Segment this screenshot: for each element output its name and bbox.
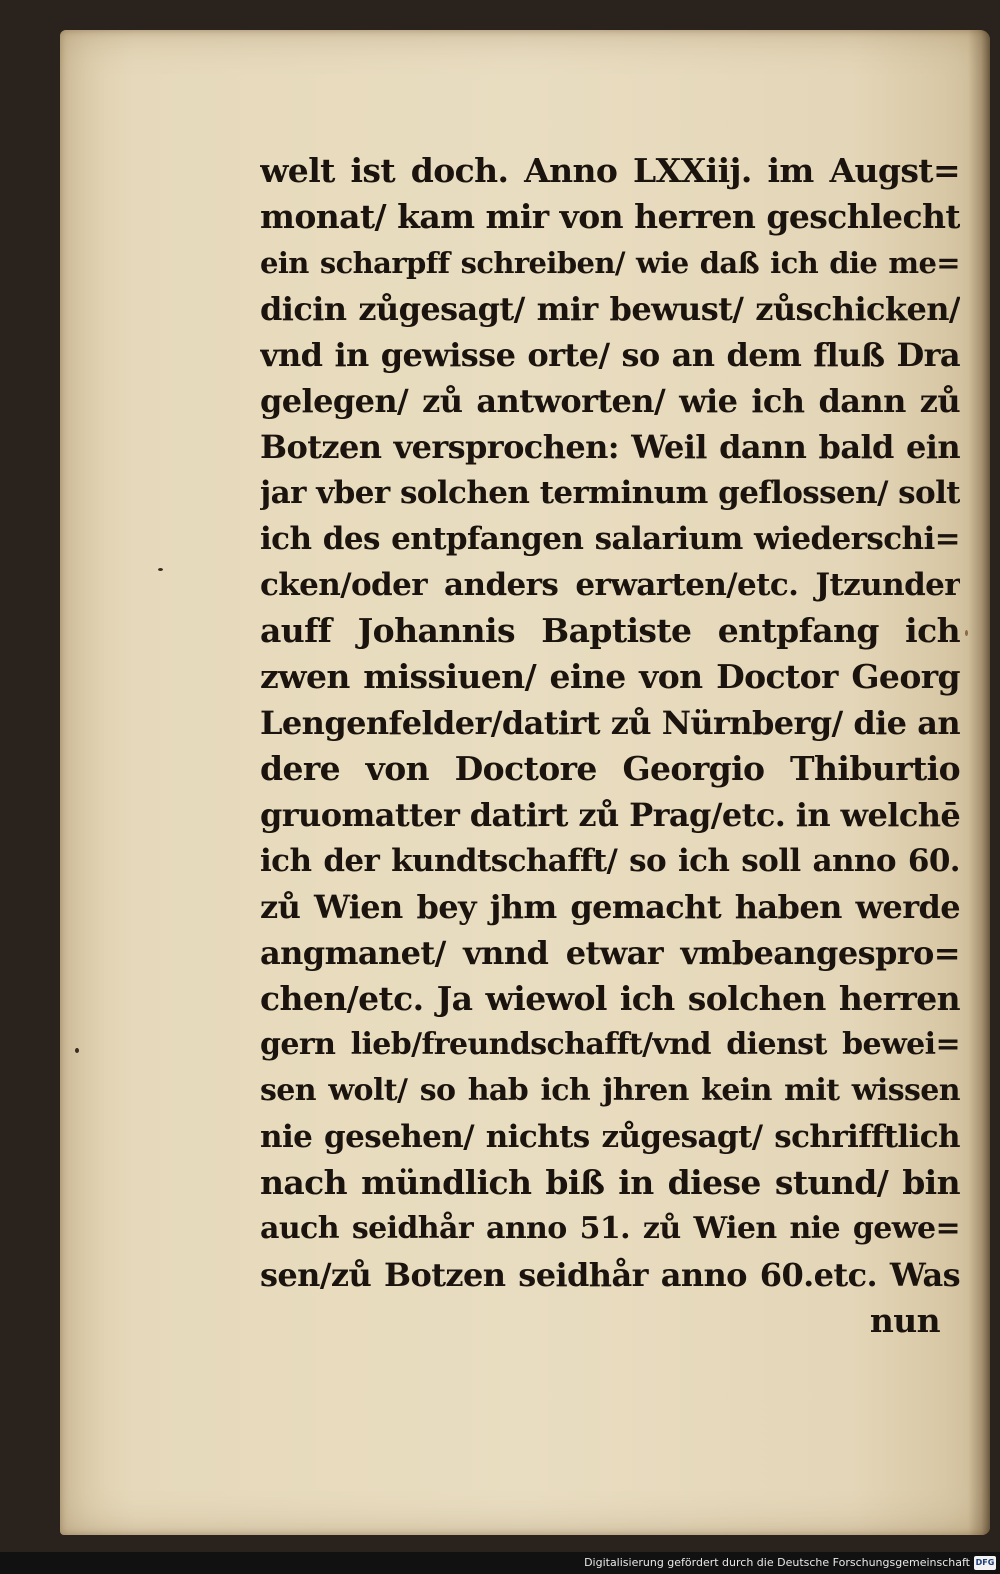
ink-speck — [965, 630, 968, 636]
text-line: dere von Doctore Georgio Thiburtio — [260, 749, 960, 788]
ink-speck — [158, 568, 163, 571]
text-line: Botzen versprochen: Weil dann bald ein — [260, 428, 960, 466]
text-line: auff Johannis Baptiste entpfang ich — [260, 611, 960, 650]
catchword: nun — [869, 1301, 940, 1340]
text-line: dicin zůgesagt/ mir bewust/ zůschicken/ — [260, 290, 960, 328]
text-line: monat/ kam mir von herren geschlecht — [260, 197, 960, 236]
digitization-footer — [0, 1552, 1000, 1574]
ink-speck — [75, 1048, 79, 1053]
text-line: angmanet/ vnnd etwar vmbeangespro= — [260, 934, 960, 972]
page-edge-shadow — [968, 30, 990, 1535]
text-line: ich der kundtschafft/ so ich soll anno 60. — [260, 843, 960, 879]
text-line: gruomatter datirt zů Prag/etc. in welchē — [260, 796, 960, 834]
dfg-logo: DFG — [974, 1556, 996, 1570]
text-line: ein scharpff schreiben/ wie daß ich die me= — [260, 246, 960, 280]
text-line: sen wolt/ so hab ich jhren kein mit wissen — [260, 1073, 960, 1108]
text-line: vnd in gewisse orte/ so an dem fluß Dra — [260, 336, 960, 374]
book-page — [60, 30, 990, 1535]
page-text — [260, 148, 960, 1344]
text-line: auch seidhår anno 51. zů Wien nie gewe= — [260, 1211, 960, 1246]
text-line: welt ist doch. Anno LXXiij. im Augst= — [260, 151, 960, 190]
text-line: Lengenfelder/datirt zů Nürnberg/ die an — [260, 704, 960, 742]
text-line: jar vber solchen terminum geflossen/ solt — [260, 475, 960, 511]
text-line: sen/zů Botzen seidhår anno 60.etc. Was — [260, 1256, 960, 1294]
text-line: gern lieb/freundschafft/vnd dienst bewei= — [260, 1027, 960, 1062]
text-line: ich des entpfangen salarium wiederschi= — [260, 521, 960, 557]
text-line: zwen missiuen/ eine von Doctor Georg — [260, 657, 960, 696]
text-line: chen/etc. Ja wiewol ich solchen herren — [260, 979, 960, 1018]
text-line: cken/oder anders erwarten/etc. Jtzunder — [260, 567, 960, 603]
text-line: nach mündlich biß in diese stund/ bin — [260, 1163, 960, 1202]
text-line: zů Wien bey jhm gemacht haben werde — [260, 888, 960, 926]
text-line: gelegen/ zů antworten/ wie ich dann zů — [260, 382, 960, 420]
text-line: nie gesehen/ nichts zůgesagt/ schrifftlich — [260, 1119, 960, 1155]
footer-credit: Digitalisierung gefördert durch die Deutsche Forschungsgemeinschaft — [584, 1556, 970, 1569]
